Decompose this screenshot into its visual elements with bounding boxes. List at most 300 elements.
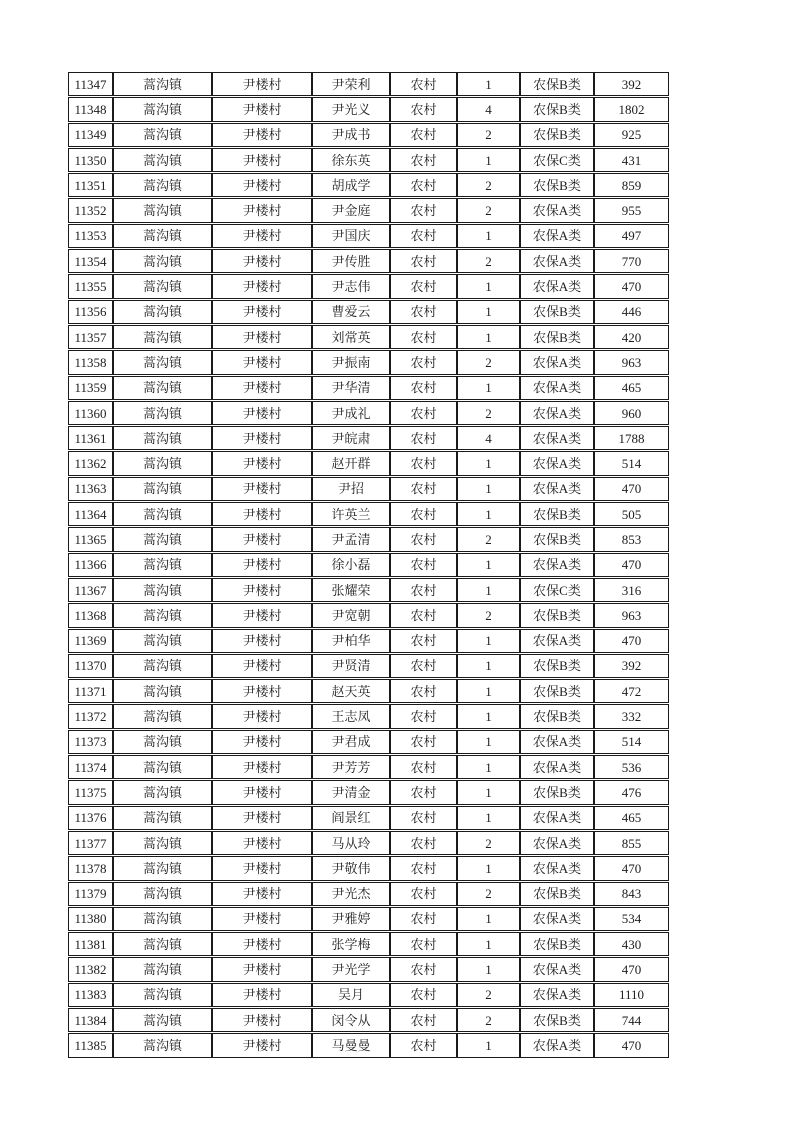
cell-serial-number: 11360 <box>68 401 113 425</box>
cell-person-count: 2 <box>457 198 520 222</box>
table-row <box>68 477 669 501</box>
cell-serial-number: 11373 <box>68 730 113 754</box>
cell-person-count: 1 <box>457 730 520 754</box>
table-row <box>68 679 669 703</box>
cell-amount: 843 <box>594 882 669 906</box>
cell-town: 蒿沟镇 <box>113 957 212 981</box>
cell-amount: 470 <box>594 629 669 653</box>
cell-town: 蒿沟镇 <box>113 325 212 349</box>
cell-serial-number: 11379 <box>68 882 113 906</box>
table-row <box>68 831 669 855</box>
cell-town: 蒿沟镇 <box>113 502 212 526</box>
cell-serial-number: 11361 <box>68 426 113 450</box>
cell-village: 尹楼村 <box>212 72 312 96</box>
cell-residence-type: 农村 <box>390 502 457 526</box>
cell-person-count: 1 <box>457 932 520 956</box>
cell-person-name: 徐东英 <box>312 148 390 172</box>
cell-insurance-category: 农保B类 <box>520 123 594 147</box>
cell-amount: 744 <box>594 1008 669 1032</box>
table-row <box>68 932 669 956</box>
cell-town: 蒿沟镇 <box>113 274 212 298</box>
cell-village: 尹楼村 <box>212 629 312 653</box>
table-row <box>68 806 669 830</box>
table-row <box>68 224 669 248</box>
cell-person-count: 1 <box>457 780 520 804</box>
cell-residence-type: 农村 <box>390 1008 457 1032</box>
cell-amount: 770 <box>594 249 669 273</box>
table-row <box>68 1008 669 1032</box>
cell-town: 蒿沟镇 <box>113 224 212 248</box>
cell-serial-number: 11354 <box>68 249 113 273</box>
cell-insurance-category: 农保B类 <box>520 502 594 526</box>
cell-residence-type: 农村 <box>390 957 457 981</box>
cell-insurance-category: 农保B类 <box>520 679 594 703</box>
table-row <box>68 350 669 374</box>
cell-residence-type: 农村 <box>390 376 457 400</box>
cell-person-name: 王志凤 <box>312 704 390 728</box>
table-row <box>68 274 669 298</box>
table-row <box>68 300 669 324</box>
cell-person-count: 1 <box>457 300 520 324</box>
cell-residence-type: 农村 <box>390 907 457 931</box>
cell-town: 蒿沟镇 <box>113 629 212 653</box>
cell-person-name: 尹志伟 <box>312 274 390 298</box>
cell-insurance-category: 农保A类 <box>520 730 594 754</box>
cell-village: 尹楼村 <box>212 755 312 779</box>
table-body <box>68 72 669 1058</box>
cell-village: 尹楼村 <box>212 401 312 425</box>
cell-person-count: 1 <box>457 148 520 172</box>
cell-town: 蒿沟镇 <box>113 679 212 703</box>
cell-person-name: 张耀荣 <box>312 578 390 602</box>
cell-serial-number: 11371 <box>68 679 113 703</box>
cell-person-name: 尹金庭 <box>312 198 390 222</box>
cell-amount: 855 <box>594 831 669 855</box>
table-row <box>68 451 669 475</box>
cell-insurance-category: 农保A类 <box>520 249 594 273</box>
cell-village: 尹楼村 <box>212 325 312 349</box>
cell-town: 蒿沟镇 <box>113 123 212 147</box>
cell-amount: 332 <box>594 704 669 728</box>
cell-town: 蒿沟镇 <box>113 451 212 475</box>
cell-insurance-category: 农保A类 <box>520 983 594 1007</box>
cell-insurance-category: 农保B类 <box>520 97 594 121</box>
cell-amount: 960 <box>594 401 669 425</box>
cell-person-count: 1 <box>457 755 520 779</box>
cell-village: 尹楼村 <box>212 1008 312 1032</box>
cell-village: 尹楼村 <box>212 730 312 754</box>
cell-person-name: 尹光义 <box>312 97 390 121</box>
cell-amount: 392 <box>594 72 669 96</box>
table-row <box>68 123 669 147</box>
cell-residence-type: 农村 <box>390 173 457 197</box>
cell-village: 尹楼村 <box>212 578 312 602</box>
cell-serial-number: 11369 <box>68 629 113 653</box>
cell-village: 尹楼村 <box>212 300 312 324</box>
cell-serial-number: 11383 <box>68 983 113 1007</box>
cell-amount: 1110 <box>594 983 669 1007</box>
cell-person-name: 赵天英 <box>312 679 390 703</box>
cell-village: 尹楼村 <box>212 97 312 121</box>
cell-town: 蒿沟镇 <box>113 831 212 855</box>
cell-town: 蒿沟镇 <box>113 249 212 273</box>
cell-amount: 536 <box>594 755 669 779</box>
cell-person-name: 尹敬伟 <box>312 856 390 880</box>
cell-person-count: 1 <box>457 477 520 501</box>
cell-town: 蒿沟镇 <box>113 426 212 450</box>
cell-village: 尹楼村 <box>212 679 312 703</box>
cell-residence-type: 农村 <box>390 198 457 222</box>
cell-serial-number: 11352 <box>68 198 113 222</box>
cell-person-count: 1 <box>457 578 520 602</box>
cell-amount: 420 <box>594 325 669 349</box>
cell-town: 蒿沟镇 <box>113 983 212 1007</box>
cell-town: 蒿沟镇 <box>113 704 212 728</box>
cell-person-name: 刘常英 <box>312 325 390 349</box>
cell-village: 尹楼村 <box>212 806 312 830</box>
cell-town: 蒿沟镇 <box>113 1033 212 1057</box>
cell-town: 蒿沟镇 <box>113 578 212 602</box>
cell-serial-number: 11362 <box>68 451 113 475</box>
cell-amount: 470 <box>594 553 669 577</box>
cell-residence-type: 农村 <box>390 148 457 172</box>
cell-amount: 925 <box>594 123 669 147</box>
cell-serial-number: 11378 <box>68 856 113 880</box>
cell-town: 蒿沟镇 <box>113 755 212 779</box>
cell-town: 蒿沟镇 <box>113 907 212 931</box>
cell-insurance-category: 农保A类 <box>520 426 594 450</box>
cell-insurance-category: 农保B类 <box>520 173 594 197</box>
cell-village: 尹楼村 <box>212 274 312 298</box>
cell-serial-number: 11351 <box>68 173 113 197</box>
cell-amount: 470 <box>594 957 669 981</box>
cell-insurance-category: 农保A类 <box>520 856 594 880</box>
table-row <box>68 148 669 172</box>
cell-person-count: 1 <box>457 376 520 400</box>
table-row <box>68 72 669 96</box>
cell-serial-number: 11357 <box>68 325 113 349</box>
cell-insurance-category: 农保A类 <box>520 553 594 577</box>
cell-person-name: 闵令从 <box>312 1008 390 1032</box>
cell-residence-type: 农村 <box>390 806 457 830</box>
table-row <box>68 856 669 880</box>
cell-village: 尹楼村 <box>212 123 312 147</box>
cell-person-name: 尹君成 <box>312 730 390 754</box>
cell-insurance-category: 农保B类 <box>520 780 594 804</box>
table-row <box>68 97 669 121</box>
cell-residence-type: 农村 <box>390 578 457 602</box>
welfare-roster-table <box>68 71 669 1059</box>
cell-serial-number: 11368 <box>68 603 113 627</box>
cell-village: 尹楼村 <box>212 831 312 855</box>
cell-serial-number: 11366 <box>68 553 113 577</box>
cell-person-count: 1 <box>457 553 520 577</box>
cell-person-name: 胡成学 <box>312 173 390 197</box>
cell-town: 蒿沟镇 <box>113 72 212 96</box>
cell-person-name: 尹柏华 <box>312 629 390 653</box>
cell-insurance-category: 农保A类 <box>520 274 594 298</box>
table-row <box>68 249 669 273</box>
cell-village: 尹楼村 <box>212 224 312 248</box>
cell-person-count: 2 <box>457 1008 520 1032</box>
cell-residence-type: 农村 <box>390 249 457 273</box>
cell-town: 蒿沟镇 <box>113 856 212 880</box>
cell-serial-number: 11355 <box>68 274 113 298</box>
cell-amount: 470 <box>594 1033 669 1057</box>
cell-village: 尹楼村 <box>212 957 312 981</box>
cell-amount: 392 <box>594 654 669 678</box>
cell-village: 尹楼村 <box>212 198 312 222</box>
cell-person-count: 1 <box>457 274 520 298</box>
cell-insurance-category: 农保A类 <box>520 477 594 501</box>
cell-amount: 963 <box>594 603 669 627</box>
table-row <box>68 578 669 602</box>
cell-serial-number: 11381 <box>68 932 113 956</box>
cell-residence-type: 农村 <box>390 983 457 1007</box>
cell-person-count: 2 <box>457 123 520 147</box>
cell-residence-type: 农村 <box>390 97 457 121</box>
cell-person-count: 1 <box>457 679 520 703</box>
table-row <box>68 426 669 450</box>
table-row <box>68 502 669 526</box>
cell-person-name: 尹清金 <box>312 780 390 804</box>
cell-village: 尹楼村 <box>212 426 312 450</box>
cell-person-name: 赵开群 <box>312 451 390 475</box>
cell-residence-type: 农村 <box>390 679 457 703</box>
cell-serial-number: 11382 <box>68 957 113 981</box>
cell-town: 蒿沟镇 <box>113 553 212 577</box>
table-row <box>68 730 669 754</box>
cell-insurance-category: 农保A类 <box>520 755 594 779</box>
cell-residence-type: 农村 <box>390 300 457 324</box>
cell-person-name: 曹爱云 <box>312 300 390 324</box>
cell-residence-type: 农村 <box>390 325 457 349</box>
cell-insurance-category: 农保A类 <box>520 629 594 653</box>
cell-residence-type: 农村 <box>390 730 457 754</box>
cell-serial-number: 11376 <box>68 806 113 830</box>
cell-amount: 465 <box>594 376 669 400</box>
cell-serial-number: 11374 <box>68 755 113 779</box>
cell-person-count: 1 <box>457 451 520 475</box>
cell-residence-type: 农村 <box>390 755 457 779</box>
cell-person-name: 阎景红 <box>312 806 390 830</box>
cell-town: 蒿沟镇 <box>113 477 212 501</box>
cell-person-count: 1 <box>457 72 520 96</box>
cell-amount: 430 <box>594 932 669 956</box>
cell-person-count: 1 <box>457 502 520 526</box>
cell-insurance-category: 农保A类 <box>520 350 594 374</box>
cell-village: 尹楼村 <box>212 249 312 273</box>
cell-serial-number: 11349 <box>68 123 113 147</box>
cell-insurance-category: 农保A类 <box>520 376 594 400</box>
cell-amount: 470 <box>594 477 669 501</box>
cell-residence-type: 农村 <box>390 704 457 728</box>
cell-person-name: 尹光学 <box>312 957 390 981</box>
cell-village: 尹楼村 <box>212 882 312 906</box>
cell-residence-type: 农村 <box>390 350 457 374</box>
cell-person-name: 尹成礼 <box>312 401 390 425</box>
cell-insurance-category: 农保B类 <box>520 603 594 627</box>
table-row <box>68 553 669 577</box>
cell-person-count: 4 <box>457 426 520 450</box>
table-row <box>68 983 669 1007</box>
cell-serial-number: 11367 <box>68 578 113 602</box>
cell-town: 蒿沟镇 <box>113 730 212 754</box>
cell-person-count: 2 <box>457 831 520 855</box>
cell-insurance-category: 农保B类 <box>520 1008 594 1032</box>
cell-village: 尹楼村 <box>212 983 312 1007</box>
cell-village: 尹楼村 <box>212 376 312 400</box>
cell-person-name: 尹宽朝 <box>312 603 390 627</box>
cell-village: 尹楼村 <box>212 907 312 931</box>
cell-amount: 431 <box>594 148 669 172</box>
cell-town: 蒿沟镇 <box>113 350 212 374</box>
cell-serial-number: 11380 <box>68 907 113 931</box>
cell-insurance-category: 农保A类 <box>520 831 594 855</box>
cell-insurance-category: 农保C类 <box>520 148 594 172</box>
cell-residence-type: 农村 <box>390 553 457 577</box>
cell-person-name: 尹荣利 <box>312 72 390 96</box>
cell-person-count: 2 <box>457 350 520 374</box>
table-row <box>68 198 669 222</box>
cell-residence-type: 农村 <box>390 224 457 248</box>
table-row <box>68 1033 669 1057</box>
cell-serial-number: 11377 <box>68 831 113 855</box>
table-row <box>68 401 669 425</box>
cell-person-name: 尹孟清 <box>312 527 390 551</box>
cell-residence-type: 农村 <box>390 274 457 298</box>
table-row <box>68 755 669 779</box>
cell-person-name: 尹振南 <box>312 350 390 374</box>
cell-residence-type: 农村 <box>390 477 457 501</box>
table-row <box>68 907 669 931</box>
cell-town: 蒿沟镇 <box>113 376 212 400</box>
cell-residence-type: 农村 <box>390 123 457 147</box>
cell-residence-type: 农村 <box>390 831 457 855</box>
cell-person-name: 尹贤清 <box>312 654 390 678</box>
cell-insurance-category: 农保A类 <box>520 451 594 475</box>
table-row <box>68 527 669 551</box>
cell-insurance-category: 农保B类 <box>520 527 594 551</box>
cell-serial-number: 11365 <box>68 527 113 551</box>
cell-person-count: 1 <box>457 856 520 880</box>
table-row <box>68 173 669 197</box>
cell-amount: 853 <box>594 527 669 551</box>
cell-insurance-category: 农保C类 <box>520 578 594 602</box>
cell-serial-number: 11348 <box>68 97 113 121</box>
cell-serial-number: 11375 <box>68 780 113 804</box>
cell-insurance-category: 农保A类 <box>520 806 594 830</box>
cell-town: 蒿沟镇 <box>113 198 212 222</box>
cell-amount: 1802 <box>594 97 669 121</box>
cell-village: 尹楼村 <box>212 603 312 627</box>
cell-insurance-category: 农保B类 <box>520 654 594 678</box>
table-row <box>68 957 669 981</box>
cell-village: 尹楼村 <box>212 148 312 172</box>
cell-person-count: 2 <box>457 173 520 197</box>
cell-person-count: 1 <box>457 957 520 981</box>
table-row <box>68 654 669 678</box>
cell-serial-number: 11347 <box>68 72 113 96</box>
cell-person-name: 尹皖肃 <box>312 426 390 450</box>
cell-person-name: 尹传胜 <box>312 249 390 273</box>
cell-town: 蒿沟镇 <box>113 527 212 551</box>
cell-amount: 316 <box>594 578 669 602</box>
cell-amount: 446 <box>594 300 669 324</box>
cell-insurance-category: 农保A类 <box>520 1033 594 1057</box>
cell-insurance-category: 农保A类 <box>520 198 594 222</box>
cell-amount: 963 <box>594 350 669 374</box>
cell-town: 蒿沟镇 <box>113 97 212 121</box>
cell-insurance-category: 农保B类 <box>520 704 594 728</box>
cell-residence-type: 农村 <box>390 426 457 450</box>
cell-person-count: 1 <box>457 907 520 931</box>
cell-person-count: 2 <box>457 983 520 1007</box>
cell-person-name: 尹华清 <box>312 376 390 400</box>
table-row <box>68 780 669 804</box>
cell-village: 尹楼村 <box>212 477 312 501</box>
cell-village: 尹楼村 <box>212 502 312 526</box>
cell-serial-number: 11364 <box>68 502 113 526</box>
cell-village: 尹楼村 <box>212 451 312 475</box>
cell-amount: 476 <box>594 780 669 804</box>
cell-serial-number: 11385 <box>68 1033 113 1057</box>
cell-village: 尹楼村 <box>212 527 312 551</box>
cell-residence-type: 农村 <box>390 654 457 678</box>
cell-village: 尹楼村 <box>212 654 312 678</box>
cell-amount: 465 <box>594 806 669 830</box>
cell-town: 蒿沟镇 <box>113 1008 212 1032</box>
cell-residence-type: 农村 <box>390 882 457 906</box>
cell-amount: 497 <box>594 224 669 248</box>
cell-person-count: 2 <box>457 249 520 273</box>
cell-insurance-category: 农保A类 <box>520 401 594 425</box>
cell-person-count: 4 <box>457 97 520 121</box>
cell-town: 蒿沟镇 <box>113 173 212 197</box>
cell-serial-number: 11363 <box>68 477 113 501</box>
cell-residence-type: 农村 <box>390 1033 457 1057</box>
cell-town: 蒿沟镇 <box>113 603 212 627</box>
cell-insurance-category: 农保B类 <box>520 72 594 96</box>
cell-person-name: 尹雅婷 <box>312 907 390 931</box>
cell-town: 蒿沟镇 <box>113 148 212 172</box>
cell-serial-number: 11359 <box>68 376 113 400</box>
cell-village: 尹楼村 <box>212 173 312 197</box>
table-row <box>68 376 669 400</box>
cell-town: 蒿沟镇 <box>113 806 212 830</box>
cell-person-count: 1 <box>457 806 520 830</box>
cell-serial-number: 11358 <box>68 350 113 374</box>
cell-person-name: 张学梅 <box>312 932 390 956</box>
table-row <box>68 325 669 349</box>
cell-person-count: 2 <box>457 603 520 627</box>
cell-serial-number: 11353 <box>68 224 113 248</box>
cell-person-count: 1 <box>457 224 520 248</box>
cell-residence-type: 农村 <box>390 780 457 804</box>
cell-residence-type: 农村 <box>390 451 457 475</box>
cell-town: 蒿沟镇 <box>113 654 212 678</box>
table-row <box>68 882 669 906</box>
cell-residence-type: 农村 <box>390 603 457 627</box>
cell-serial-number: 11356 <box>68 300 113 324</box>
cell-person-count: 1 <box>457 325 520 349</box>
cell-residence-type: 农村 <box>390 401 457 425</box>
cell-amount: 470 <box>594 856 669 880</box>
cell-residence-type: 农村 <box>390 856 457 880</box>
cell-person-count: 1 <box>457 704 520 728</box>
cell-insurance-category: 农保A类 <box>520 224 594 248</box>
cell-person-name: 徐小磊 <box>312 553 390 577</box>
